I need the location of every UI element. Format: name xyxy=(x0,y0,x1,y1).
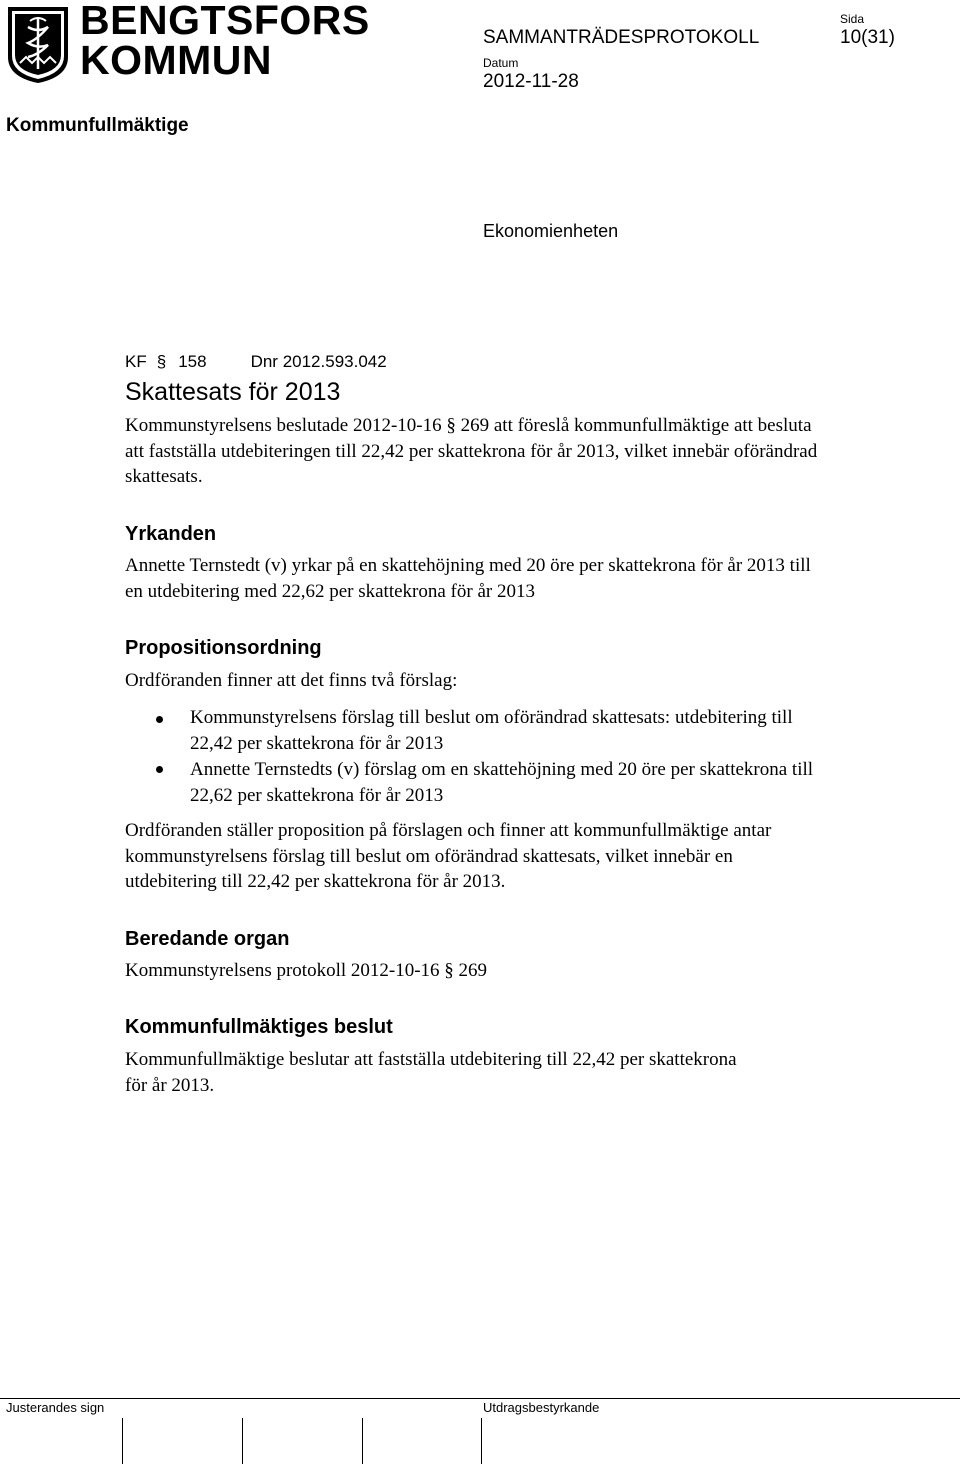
paragraph-sign: § xyxy=(156,352,167,371)
signature-box-divider xyxy=(481,1418,482,1464)
logo-wordmark-line2: KOMMUN xyxy=(80,37,273,83)
signature-box-divider xyxy=(122,1418,123,1464)
signature-box-divider xyxy=(362,1418,363,1464)
beredande-organ-heading: Beredande organ xyxy=(125,928,290,950)
proposal-list-item: Annette Ternstedts (v) förslag om en skattehöjning med 20 öre per skattekrona till 22,62 per skattekrona för år 2013 xyxy=(190,759,814,806)
yrkanden-text: Annette Ternstedt (v) yrkar på en skattehöjning med 20 öre per skattekrona för år 2013 till en utdebitering med 22,62 per skattekrona för år 2013 xyxy=(125,555,811,602)
page-label: Sida xyxy=(840,12,865,26)
case-reference xyxy=(125,352,387,372)
case-intro-text: Kommunstyrelsens beslutade 2012-10-16 § 269 att föreslå kommunfullmäktige att besluta att fastställa utdebiteringen till 22,42 per skattekrona för år 2013, vilket innebär oförändrad skattesats. xyxy=(125,415,818,487)
date-label: Datum xyxy=(483,56,519,70)
proposal-list-item: Kommunstyrelsens förslag till beslut om oförändrad skattesats: utdebitering till 22,42 per skattekrona för år 2013 xyxy=(190,707,793,754)
proposition-result-text: Ordföranden ställer proposition på förslagen och finner att kommunfullmäktige antar kommunstyrelsens förslag till beslut om oförändrad skattesats, vilket innebär en utdebitering till 22,42 per skattekrona för år 2013. xyxy=(125,820,772,892)
page-number: 10(31) xyxy=(840,27,895,48)
document-type: SAMMANTRÄDESPROTOKOLL xyxy=(483,27,760,48)
yrkanden-heading: Yrkanden xyxy=(125,523,217,545)
propositionsordning-intro: Ordföranden finner att det finns två förslag: xyxy=(125,670,458,691)
case-title: Skattesats för 2013 xyxy=(125,378,341,406)
propositionsordning-heading: Propositionsordning xyxy=(125,637,322,659)
decision-text: Kommunfullmäktige beslutar att fastställa utdebitering till 22,42 per skattekrona för år 2013. xyxy=(125,1049,737,1096)
signature-label: Justerandes sign xyxy=(6,1400,105,1415)
organization-name: Kommunfullmäktige xyxy=(6,115,189,136)
municipality-crest-icon xyxy=(6,5,70,85)
case-kf-label: KF xyxy=(125,352,147,371)
footer-divider xyxy=(0,1398,960,1399)
signature-box-divider xyxy=(242,1418,243,1464)
decision-heading: Kommunfullmäktiges beslut xyxy=(125,1016,393,1038)
bullet-icon xyxy=(156,766,163,773)
diary-number: Dnr 2012.593.042 xyxy=(250,352,387,371)
case-number: 158 xyxy=(178,352,207,371)
beredande-organ-text: Kommunstyrelsens protokoll 2012-10-16 § 269 xyxy=(125,960,488,981)
logo-wordmark-line1: BENGTSFORS xyxy=(80,0,370,43)
date-value: 2012-11-28 xyxy=(483,71,579,92)
bullet-icon xyxy=(156,716,163,723)
extract-certification-label: Utdragsbestyrkande xyxy=(483,1400,600,1415)
department-name: Ekonomienheten xyxy=(483,221,619,241)
